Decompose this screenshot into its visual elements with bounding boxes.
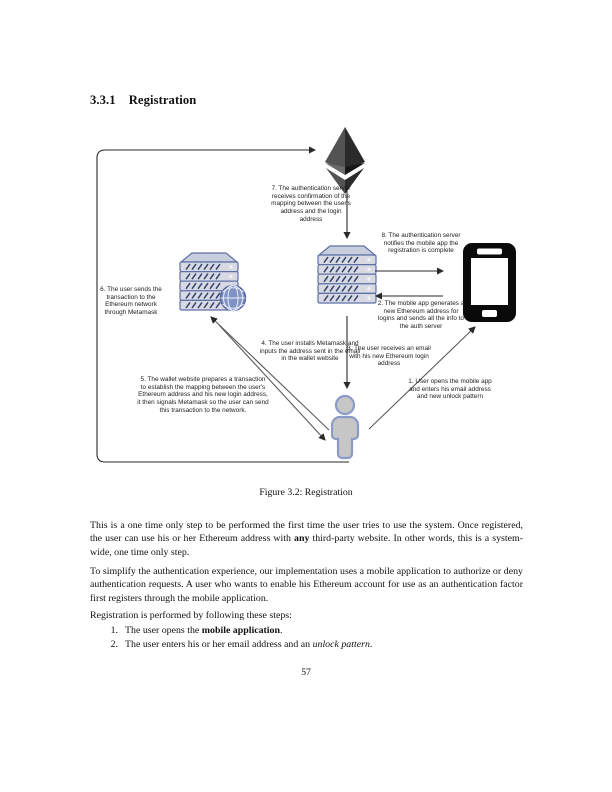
diagram-label-step2: 2. The mobile app generates a new Ethereum address for logins and sends all the info to the auth server <box>377 300 465 331</box>
list-item-text-pre: The user enters his or her email address and an <box>125 639 313 650</box>
list-item-number: 1. <box>110 625 118 636</box>
list-item-text <box>125 624 282 638</box>
list-item-text-post: . <box>279 625 283 636</box>
list-item-text <box>125 638 372 652</box>
mobile-phone-icon <box>463 243 516 322</box>
diagram-label-step5: 5. The wallet website prepares a transaction to establish the mapping between the user's Ethereum address and his new login address, it then signals Metamask so the user can send this transaction to the network. <box>137 376 269 414</box>
list-item <box>90 624 523 638</box>
page-number: 57 <box>301 667 311 678</box>
figure-caption: Figure 3.2: Registration <box>259 487 353 498</box>
list-item-emphasis: mobile application <box>201 625 280 636</box>
list-item-text-pre: The user opens the <box>125 625 202 636</box>
paragraph-1-bold: any <box>294 533 310 545</box>
paragraph-1-text-post: third-party website. In other words, this is a system-wide, one time only step. <box>90 533 523 558</box>
diagram-label-step1: 1. User opens the mobile app and enters his email address and new unlock pattern <box>408 378 492 401</box>
steps-list <box>90 624 523 652</box>
diagram-label-step4: 4. The user installs Metamask and inputs the address sent in the email in the wallet website <box>259 340 361 363</box>
list-item-text-post: . <box>369 639 373 650</box>
paragraph-3: Registration is performed by following these steps: <box>90 610 292 621</box>
section-number: 3.3.1 <box>90 93 116 107</box>
section-title: Registration <box>128 93 197 107</box>
ethereum-logo-icon <box>325 127 365 194</box>
figure-diagram <box>85 125 530 480</box>
diagram-label-step8: 8. The authentication server notifies the mobile app the registration is complete <box>381 232 461 255</box>
web-server-icon <box>180 253 246 311</box>
paragraph-1-text: This is a one time only step to be performed the first time the user tries to use the system. Once registered, the user can use his or her Ethereum address with <box>90 520 523 545</box>
list-item-emphasis: unlock pattern <box>312 639 370 650</box>
list-item-number: 2. <box>110 639 118 650</box>
section-heading <box>90 93 196 108</box>
globe-icon <box>221 286 246 311</box>
diagram-label-step7: 7. The authentication server receives confirmation of the mapping between the user's address and the login address <box>271 185 351 223</box>
diagram-label-step6: 6. The user sends the transaction to the Ethereum network through Metamask <box>100 286 162 317</box>
user-icon <box>332 396 358 458</box>
paragraph-1 <box>90 519 523 559</box>
paragraph-2: To simplify the authentication experience, our implementation uses a mobile application to authorize or deny authentication requests. A user who wants to enable his Ethereum account for use as an authentication factor first registers through the mobile application. <box>90 566 523 604</box>
auth-server-icon <box>318 246 376 303</box>
diagram-label-step3: 3. The user receives an email with his new Ethereum login address <box>347 345 431 368</box>
list-item <box>90 638 523 652</box>
